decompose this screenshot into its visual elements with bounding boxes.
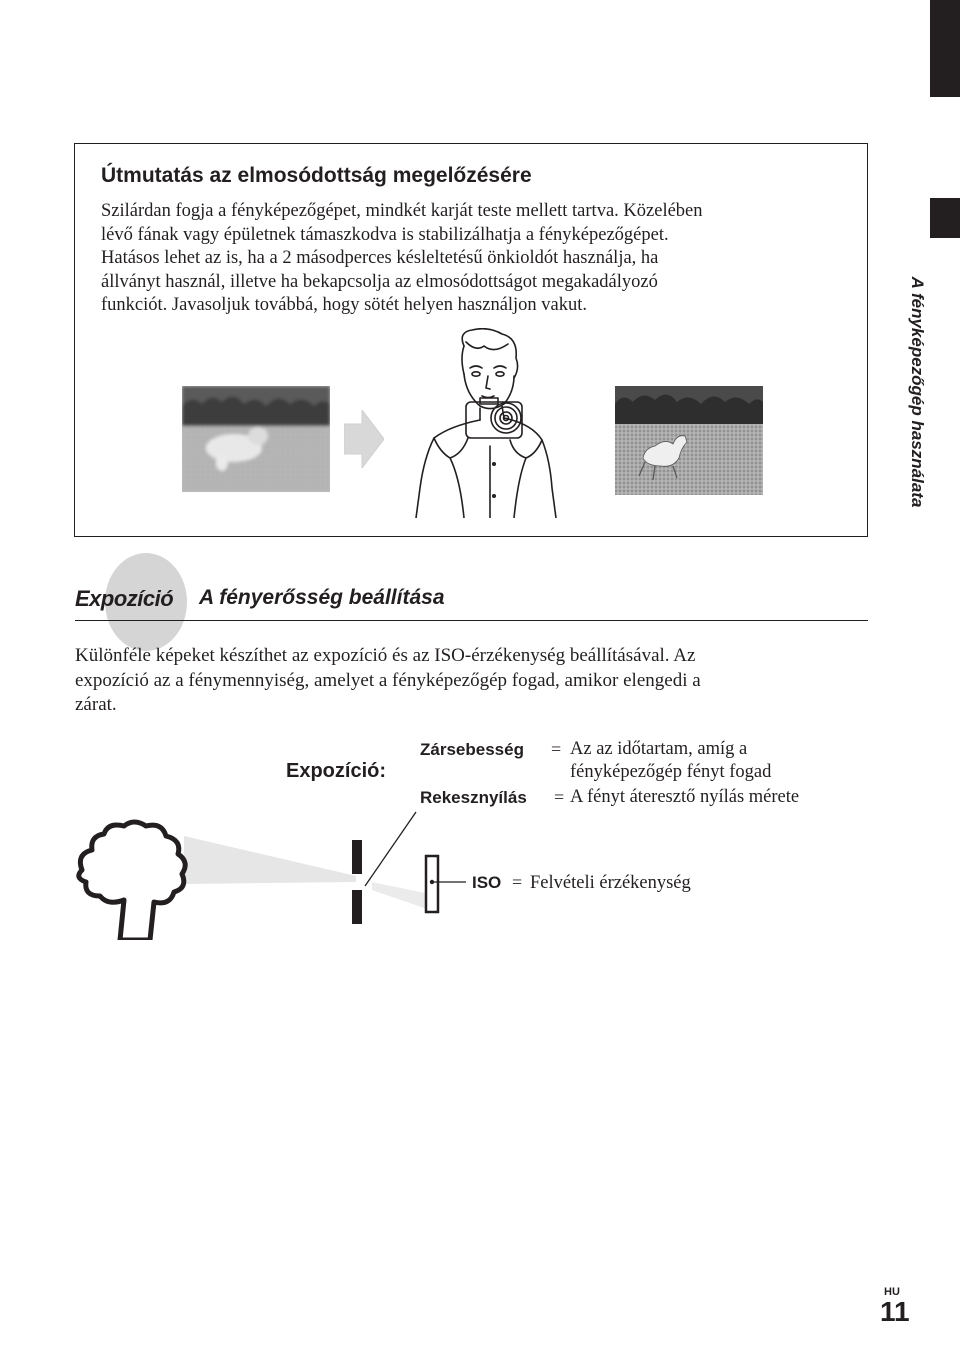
iso-term: ISO <box>472 873 502 892</box>
exposure-diagram <box>0 810 760 945</box>
tip-line: állványt használ, illetve ha bekapcsolja az elmosódottságot megakadályozó <box>101 271 658 292</box>
section-divider <box>75 620 868 621</box>
photographer-illustration <box>410 328 560 523</box>
section-intro <box>75 644 875 718</box>
iso-desc: Felvételi érzékenység <box>530 873 691 893</box>
page-number: 11 <box>880 1296 910 1327</box>
section-label: Expozíció <box>75 586 174 611</box>
tip-line: funkciót. Javasoljuk továbbá, hogy sötét helyen használjon vakut. <box>101 295 588 315</box>
shutter-desc-continued: fényképezőgép fényt fogad <box>570 762 772 782</box>
light-beam-lower <box>372 882 430 910</box>
intro-line: expozíció az a fénymennyiség, amelyet a fényképezőgép fogad, amikor elengedi a <box>75 669 701 691</box>
section-title: A fényerősség beállítása <box>199 586 445 609</box>
side-tab-label: A fényképezőgép használata <box>908 276 927 508</box>
shutter-equals: = <box>551 739 562 759</box>
aperture-blade-bottom <box>352 890 362 924</box>
intro-line: Különféle képeket készíthet az expozíció és az ISO-érzékenység beállításával. Az <box>75 645 696 666</box>
tip-body <box>101 200 851 318</box>
blurred-dog-photo <box>182 386 330 492</box>
page-region: HU <box>884 1286 900 1298</box>
arrow-right-icon <box>344 410 384 473</box>
tree-icon <box>79 822 185 940</box>
intro-line: zárat. <box>75 694 117 715</box>
tip-line: lévő fának vagy épületnek támaszkodva is stabilizálhatja a fényképezőgépet. <box>101 224 669 245</box>
light-beam-upper <box>184 836 356 884</box>
tip-title: Útmutatás az elmosódottság megelőzésére <box>101 164 532 187</box>
aperture-term: Rekesznyílás <box>420 788 527 807</box>
shutter-term: Zársebesség <box>420 740 524 759</box>
shutter-desc: Az az időtartam, amíg a <box>570 739 748 759</box>
pointer-line <box>365 812 416 886</box>
aperture-equals: = <box>554 787 565 807</box>
corner-tab <box>930 0 960 97</box>
exposure-label: Expozíció: <box>286 760 387 782</box>
aperture-desc: A fényt áteresztő nyílás mérete <box>570 787 800 807</box>
aperture-blade-top <box>352 840 362 874</box>
sharp-dog-photo <box>615 386 763 495</box>
tip-line: Szilárdan fogja a fényképezőgépet, mindkét karját teste mellett tartva. Közelében <box>101 201 703 221</box>
side-tab-marker <box>930 198 960 238</box>
iso-equals: = <box>512 872 523 892</box>
tip-line: Hatásos lehet az is, ha a 2 másodperces késleltetésű önkioldót használja, ha <box>101 248 659 268</box>
